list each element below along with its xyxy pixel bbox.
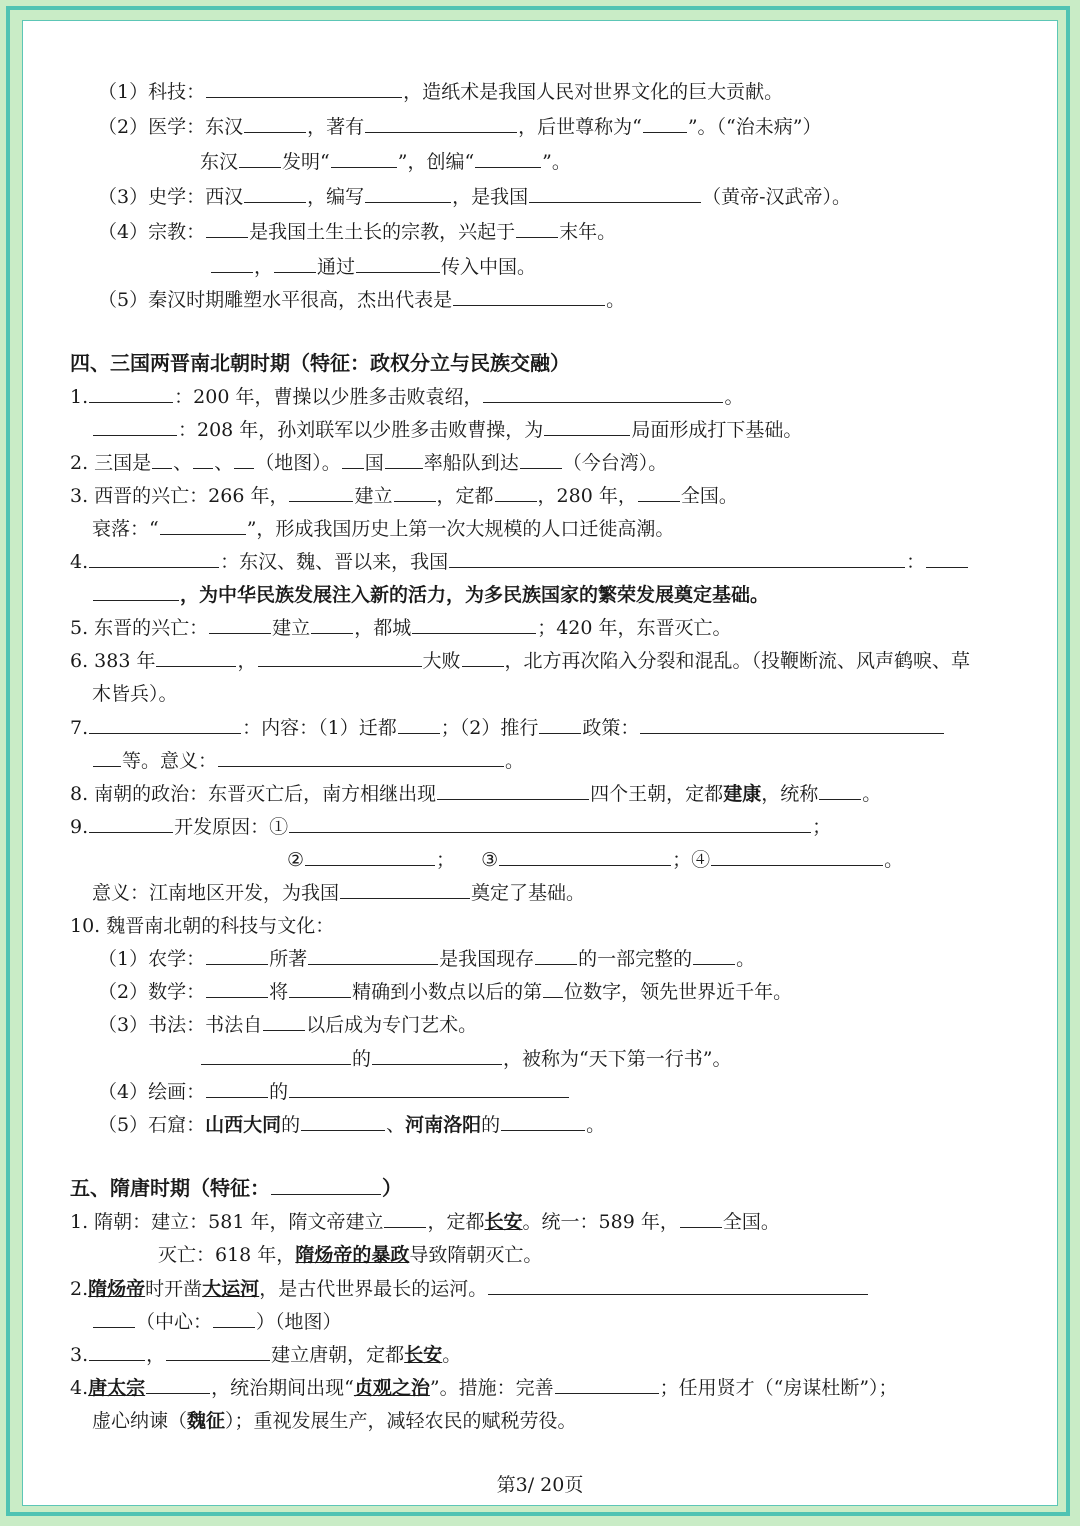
section-5-title: 五、隋唐时期（特征： ） bbox=[70, 1176, 402, 1200]
s3-line-medicine-2: 东汉 发明“ ”，创编“ ”。 bbox=[200, 151, 571, 173]
s4-item-10d: 的 ，被称为“天下第一行书”。 bbox=[200, 1046, 731, 1072]
s3-line-history: （3）史学：西汉 ，编写 ，是我国 （黄帝-汉武帝）。 bbox=[98, 186, 852, 208]
s5-item-4b: 虚心纳谏（魏征）；重视发展生产，减轻农民的赋税劳役。 bbox=[92, 1410, 577, 1432]
s4-item-9b: ② ； ③ ；④ 。 bbox=[287, 849, 904, 871]
section-4-title: 四、三国两晋南北朝时期（特征：政权分立与民族交融） bbox=[70, 351, 570, 375]
s5-item-1a: 1. 隋朝：建立：581 年，隋文帝建立 ，定都长安。统一：589 年， 全国。 bbox=[70, 1211, 780, 1233]
s3-line-religion-2: ， 通过 传入中国。 bbox=[210, 254, 536, 280]
s4-item-1a: 1. ：200 年，曹操以少胜多击败袁绍， 。 bbox=[70, 386, 744, 408]
s4-item-7b: 等。意义： 。 bbox=[92, 748, 524, 774]
s4-item-6b: 木皆兵）。 bbox=[92, 683, 178, 705]
s3-line-tech: （1）科技： ，造纸术是我国人民对世界文化的巨大贡献。 bbox=[98, 81, 784, 103]
s4-item-3b: 衰落：“ ”，形成我国历史上第一次大规模的人口迁徙高潮。 bbox=[92, 518, 675, 540]
s4-item-3a: 3. 西晋的兴亡：266 年， 建立 ，定都 ，280 年， 全国。 bbox=[70, 485, 738, 507]
s4-item-7a: 7. ：内容：（1）迁都 ；（2）推行 政策： bbox=[70, 715, 945, 741]
s5-item-2a: 2.隋炀帝时开凿大运河，是古代世界最长的运河。 bbox=[70, 1276, 869, 1302]
page-number: 第3/ 20页 bbox=[496, 1474, 584, 1496]
s4-item-10b: （2）数学： 将 精确到小数点以后的第 位数字，领先世界近千年。 bbox=[98, 981, 793, 1003]
s4-item-10c: （3）书法：书法自 以后成为专门艺术。 bbox=[98, 1014, 478, 1036]
s4-item-4b: ，为中华民族发展注入新的活力，为多民族国家的繁荣发展奠定基础。 bbox=[92, 582, 769, 608]
s4-item-4a: 4. ：东汉、魏、晋以来，我国 ： bbox=[70, 549, 969, 575]
s4-item-5: 5. 东晋的兴亡： 建立 ，都城 ；420 年，东晋灭亡。 bbox=[70, 617, 732, 639]
s4-item-2: 2. 三国是 、 、 （地图）。 国 率船队到达 （今台湾）。 bbox=[70, 452, 668, 474]
s4-item-10: 10. 魏晋南北朝的科技与文化： bbox=[70, 915, 335, 937]
s3-line-sculpture: （5）秦汉时期雕塑水平很高，杰出代表是 。 bbox=[98, 289, 626, 311]
s3-line-religion: （4）宗教： 是我国土生土长的宗教，兴起于 末年。 bbox=[98, 221, 617, 243]
s4-item-10f: （5）石窟：山西大同的 、河南洛阳的 。 bbox=[98, 1114, 606, 1136]
s4-item-6a: 6. 383 年 ， 大败 ，北方再次陷入分裂和混乱。（投鞭断流、风声鹤唳、草 bbox=[70, 650, 971, 672]
s4-item-10a: （1）农学： 所著 是我国现存 的一部完整的 。 bbox=[98, 948, 756, 970]
s5-item-2b: （中心： ）（地图） bbox=[92, 1309, 342, 1335]
s4-item-9c: 意义：江南地区开发，为我国 奠定了基础。 bbox=[92, 882, 586, 904]
s5-item-4a: 4.唐太宗 ，统治期间出现“贞观之治”。措施：完善 ；任用贤才（“房谋杜断”）； bbox=[70, 1377, 898, 1399]
s3-line-medicine: （2）医学：东汉 ，著有 ，后世尊称为“ ”。（“治未病”） bbox=[98, 116, 822, 138]
s5-item-3: 3. ， 建立唐朝，定都长安。 bbox=[70, 1344, 462, 1366]
s4-item-8: 8. 南朝的政治：东晋灭亡后，南方相继出现 四个王朝，定都建康，统称 。 bbox=[70, 783, 882, 805]
s5-item-1b: 灭亡：618 年，隋炀帝的暴政导致隋朝灭亡。 bbox=[158, 1244, 543, 1266]
s4-item-10e: （4）绘画： 的 bbox=[98, 1079, 570, 1105]
s4-item-1b: ：208 年，孙刘联军以少胜多击败曹操，为 局面形成打下基础。 bbox=[92, 417, 802, 443]
s4-item-9a: 9. 开发原因：① ； bbox=[70, 816, 832, 838]
